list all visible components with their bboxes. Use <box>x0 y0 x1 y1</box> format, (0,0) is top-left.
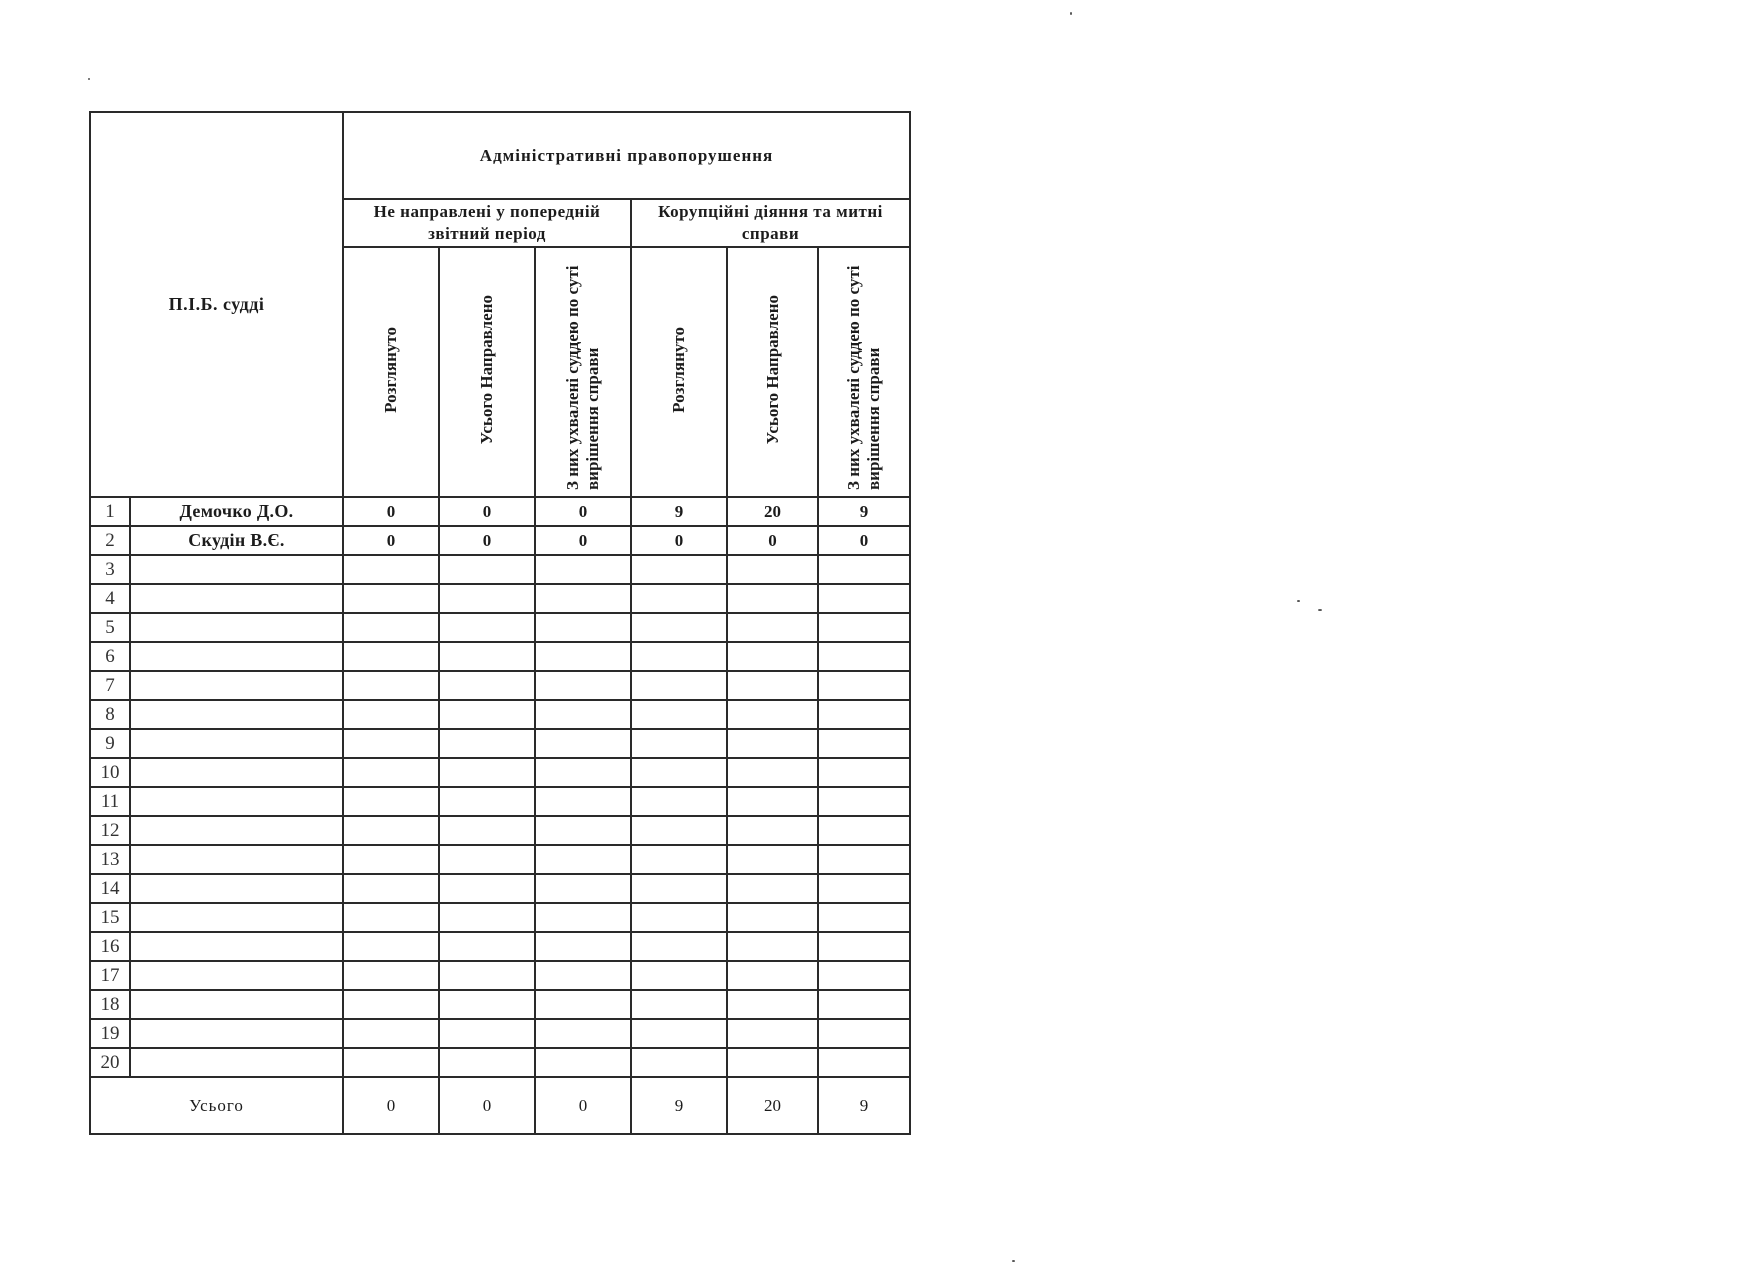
column-header-label: Усього Направлено <box>477 294 496 445</box>
cell-value <box>631 1019 727 1048</box>
judge-name <box>130 758 343 787</box>
cell-value <box>343 758 439 787</box>
cell-value: 0 <box>439 497 535 526</box>
judge-name: Скудін В.Є. <box>130 526 343 555</box>
group-header-corruption-customs: Корупційні діяння та митні справи <box>631 199 910 247</box>
table-row <box>90 874 910 903</box>
cell-value <box>343 845 439 874</box>
table-row <box>90 642 910 671</box>
cell-value <box>343 642 439 671</box>
table-row <box>90 555 910 584</box>
table-row <box>90 845 910 874</box>
cell-value: 0 <box>535 497 631 526</box>
column-header-label: Розглянуто <box>669 326 688 413</box>
column-header-decided-on-merits <box>535 247 631 497</box>
cell-value <box>631 787 727 816</box>
group-header-not-sent: Не направлені у попередній звітний період <box>343 199 631 247</box>
row-number: 19 <box>90 1019 130 1048</box>
cell-value <box>343 671 439 700</box>
judge-name <box>130 1048 343 1077</box>
cell-value <box>727 874 818 903</box>
cell-value <box>727 1019 818 1048</box>
cell-value <box>818 961 910 990</box>
cell-value <box>631 584 727 613</box>
row-number: 16 <box>90 932 130 961</box>
cell-value <box>631 874 727 903</box>
judge-name <box>130 903 343 932</box>
cell-value <box>727 642 818 671</box>
cell-value <box>631 758 727 787</box>
cell-value: 0 <box>343 526 439 555</box>
table-row <box>90 1048 910 1077</box>
total-label: Усього <box>90 1077 343 1134</box>
cell-value <box>631 642 727 671</box>
cell-value <box>535 729 631 758</box>
cell-value <box>631 961 727 990</box>
judge-name <box>130 816 343 845</box>
total-value: 20 <box>727 1077 818 1134</box>
scan-speck <box>1070 12 1072 15</box>
judge-name <box>130 729 343 758</box>
column-header-total-sent <box>727 247 818 497</box>
cell-value <box>439 1019 535 1048</box>
cell-value <box>727 903 818 932</box>
table-row <box>90 758 910 787</box>
cell-value <box>818 584 910 613</box>
row-number: 8 <box>90 700 130 729</box>
cell-value <box>818 729 910 758</box>
cell-value <box>818 1048 910 1077</box>
cell-value <box>631 729 727 758</box>
cell-value: 0 <box>631 526 727 555</box>
cell-value <box>727 961 818 990</box>
table-row <box>90 961 910 990</box>
judge-name <box>130 584 343 613</box>
table-row <box>90 497 910 526</box>
cell-value <box>535 1048 631 1077</box>
cell-value <box>343 584 439 613</box>
row-number: 4 <box>90 584 130 613</box>
cell-value <box>343 961 439 990</box>
table-row <box>90 990 910 1019</box>
cell-value <box>439 816 535 845</box>
cell-value: 9 <box>818 497 910 526</box>
total-value: 0 <box>535 1077 631 1134</box>
row-number: 1 <box>90 497 130 526</box>
cell-value <box>727 700 818 729</box>
cell-value <box>343 729 439 758</box>
cell-value <box>818 816 910 845</box>
cell-value <box>535 874 631 903</box>
cell-value <box>535 1019 631 1048</box>
scan-speck <box>1012 1260 1015 1262</box>
column-header-label: Розглянуто <box>381 326 400 413</box>
cell-value <box>439 845 535 874</box>
cell-value <box>439 613 535 642</box>
cell-value <box>439 903 535 932</box>
judge-name: Демочко Д.О. <box>130 497 343 526</box>
column-header-label: З них ухвалені суддею по суті вирішення справи <box>844 265 884 490</box>
judge-name <box>130 961 343 990</box>
administrative-offenses-header: Адміністративні правопорушення <box>343 112 910 199</box>
cell-value <box>818 990 910 1019</box>
cell-value <box>439 961 535 990</box>
cell-value <box>631 671 727 700</box>
row-number: 6 <box>90 642 130 671</box>
cell-value <box>535 758 631 787</box>
table-body <box>90 497 910 1077</box>
cell-value <box>439 555 535 584</box>
cell-value <box>631 700 727 729</box>
table-row <box>90 1019 910 1048</box>
judge-name <box>130 874 343 903</box>
judge-name <box>130 932 343 961</box>
table-row <box>90 700 910 729</box>
row-number: 3 <box>90 555 130 584</box>
row-number: 7 <box>90 671 130 700</box>
cell-value <box>439 787 535 816</box>
cell-value <box>818 700 910 729</box>
cell-value <box>631 903 727 932</box>
cell-value <box>818 642 910 671</box>
cell-value <box>439 932 535 961</box>
table-row <box>90 787 910 816</box>
cell-value <box>439 874 535 903</box>
table-row <box>90 729 910 758</box>
cell-value <box>343 874 439 903</box>
cell-value <box>535 642 631 671</box>
cell-value: 0 <box>727 526 818 555</box>
cell-value <box>727 613 818 642</box>
judge-name <box>130 613 343 642</box>
row-number: 11 <box>90 787 130 816</box>
cell-value: 9 <box>631 497 727 526</box>
judge-statistics-table <box>89 111 911 1135</box>
cell-value <box>727 816 818 845</box>
total-row <box>90 1077 910 1134</box>
cell-value <box>818 932 910 961</box>
cell-value <box>727 729 818 758</box>
cell-value <box>535 816 631 845</box>
cell-value <box>818 671 910 700</box>
cell-value <box>727 671 818 700</box>
cell-value <box>343 1019 439 1048</box>
row-number: 5 <box>90 613 130 642</box>
total-value: 0 <box>343 1077 439 1134</box>
judge-name <box>130 787 343 816</box>
cell-value <box>535 903 631 932</box>
column-header-considered <box>631 247 727 497</box>
row-number: 20 <box>90 1048 130 1077</box>
cell-value: 0 <box>343 497 439 526</box>
judge-name <box>130 671 343 700</box>
cell-value <box>818 874 910 903</box>
cell-value <box>727 932 818 961</box>
cell-value <box>727 787 818 816</box>
judge-name <box>130 700 343 729</box>
row-number: 18 <box>90 990 130 1019</box>
total-value: 0 <box>439 1077 535 1134</box>
cell-value <box>343 903 439 932</box>
cell-value <box>439 1048 535 1077</box>
cell-value <box>631 932 727 961</box>
cell-value <box>343 555 439 584</box>
judge-name <box>130 990 343 1019</box>
cell-value <box>535 584 631 613</box>
scan-speck <box>1297 600 1300 602</box>
cell-value <box>439 671 535 700</box>
cell-value <box>439 990 535 1019</box>
row-number: 10 <box>90 758 130 787</box>
column-header-total-sent <box>439 247 535 497</box>
cell-value <box>439 642 535 671</box>
table-row <box>90 816 910 845</box>
cell-value <box>535 787 631 816</box>
judge-name <box>130 1019 343 1048</box>
cell-value <box>535 932 631 961</box>
row-number: 17 <box>90 961 130 990</box>
cell-value <box>818 787 910 816</box>
column-header-label: З них ухвалені суддею по суті вирішення справи <box>563 265 602 490</box>
cell-value <box>535 555 631 584</box>
cell-value <box>818 845 910 874</box>
cell-value <box>727 1048 818 1077</box>
scan-speck <box>88 78 90 80</box>
cell-value <box>818 555 910 584</box>
cell-value <box>535 990 631 1019</box>
cell-value <box>631 990 727 1019</box>
cell-value <box>343 613 439 642</box>
cell-value <box>343 700 439 729</box>
judge-name-header: П.І.Б. судді <box>90 112 343 497</box>
cell-value <box>818 1019 910 1048</box>
cell-value: 0 <box>818 526 910 555</box>
cell-value <box>439 700 535 729</box>
cell-value <box>535 845 631 874</box>
cell-value <box>727 584 818 613</box>
row-number: 13 <box>90 845 130 874</box>
row-number: 12 <box>90 816 130 845</box>
cell-value <box>535 613 631 642</box>
cell-value <box>343 816 439 845</box>
row-number: 14 <box>90 874 130 903</box>
cell-value <box>343 990 439 1019</box>
cell-value <box>535 671 631 700</box>
judge-name <box>130 845 343 874</box>
row-number: 15 <box>90 903 130 932</box>
table-row <box>90 903 910 932</box>
cell-value <box>535 700 631 729</box>
cell-value: 20 <box>727 497 818 526</box>
cell-value <box>631 555 727 584</box>
cell-value <box>631 816 727 845</box>
cell-value <box>631 613 727 642</box>
cell-value <box>439 758 535 787</box>
cell-value <box>818 613 910 642</box>
total-value: 9 <box>631 1077 727 1134</box>
cell-value <box>631 1048 727 1077</box>
column-header-decided-on-merits <box>818 247 910 497</box>
table-row <box>90 932 910 961</box>
cell-value: 0 <box>439 526 535 555</box>
cell-value: 0 <box>535 526 631 555</box>
cell-value <box>439 729 535 758</box>
cell-value <box>727 845 818 874</box>
judge-name <box>130 555 343 584</box>
cell-value <box>343 1048 439 1077</box>
cell-value <box>343 932 439 961</box>
judge-name <box>130 642 343 671</box>
cell-value <box>818 758 910 787</box>
cell-value <box>727 990 818 1019</box>
row-number: 9 <box>90 729 130 758</box>
row-number: 2 <box>90 526 130 555</box>
scan-speck <box>1318 609 1322 611</box>
table-row <box>90 584 910 613</box>
cell-value <box>343 787 439 816</box>
table-row <box>90 613 910 642</box>
table-row <box>90 526 910 555</box>
cell-value <box>535 961 631 990</box>
cell-value <box>727 555 818 584</box>
cell-value <box>727 758 818 787</box>
column-header-label: Усього Направлено <box>762 294 782 445</box>
table-row <box>90 671 910 700</box>
cell-value <box>631 845 727 874</box>
total-value: 9 <box>818 1077 910 1134</box>
cell-value <box>439 584 535 613</box>
cell-value <box>818 903 910 932</box>
column-header-considered <box>343 247 439 497</box>
